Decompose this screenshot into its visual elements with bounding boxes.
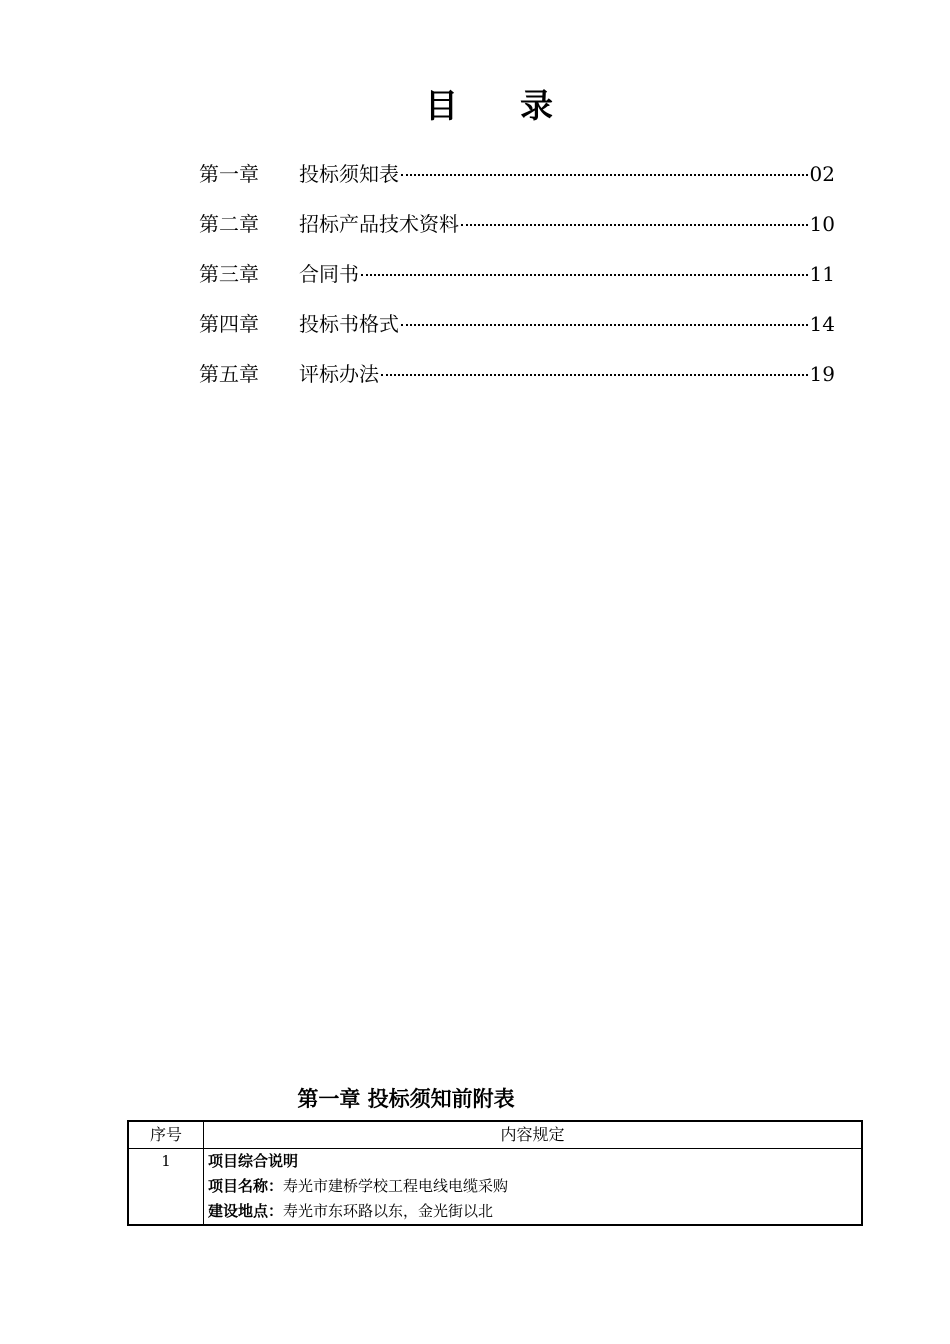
toc-item-text: 合同书 — [299, 262, 359, 286]
toc-leader-dots — [401, 323, 808, 326]
line-label: 项目名称： — [208, 1177, 284, 1195]
toc-item[interactable] — [199, 258, 835, 308]
toc-item[interactable] — [199, 358, 835, 408]
header-content: 内容规定 — [204, 1121, 863, 1149]
toc-title-right: 录 — [520, 86, 555, 125]
header-seq: 序号 — [128, 1121, 204, 1149]
front-table — [127, 1120, 863, 1226]
toc-item[interactable] — [199, 158, 835, 208]
row-seq: 1 — [128, 1149, 204, 1226]
toc-leader-dots — [381, 373, 808, 376]
content-line — [208, 1199, 857, 1224]
row-heading: 项目综合说明 — [208, 1152, 299, 1170]
toc-item-text: 招标产品技术资料 — [299, 212, 459, 236]
row-content — [204, 1149, 863, 1226]
toc-title — [0, 80, 950, 127]
toc-item-text: 投标书格式 — [299, 312, 399, 336]
line-label: 建设地点： — [208, 1202, 284, 1220]
toc-list — [199, 158, 835, 408]
toc-leader-dots — [361, 273, 808, 276]
toc-chapter: 第三章 — [199, 262, 259, 286]
toc-chapter: 第二章 — [199, 212, 259, 236]
toc-page-number: 11 — [809, 262, 835, 286]
toc-chapter: 第五章 — [199, 362, 259, 386]
toc-page-number: 14 — [809, 312, 835, 336]
table-header-row — [128, 1121, 862, 1149]
toc-page-number: 02 — [809, 162, 835, 186]
line-value: 寿光市建桥学校工程电线电缆采购 — [283, 1177, 509, 1195]
line-value: 寿光市东环路以东，金光街以北 — [283, 1202, 494, 1220]
toc-item[interactable] — [199, 208, 835, 258]
section-title: 第一章 投标须知前附表 — [297, 1087, 515, 1111]
toc-page-number: 19 — [809, 362, 835, 386]
content-line — [208, 1174, 857, 1199]
table-row — [128, 1149, 862, 1226]
toc-item[interactable] — [199, 308, 835, 358]
toc-chapter: 第四章 — [199, 312, 259, 336]
toc-title-left: 目 — [425, 86, 460, 125]
toc-leader-dots — [461, 223, 808, 226]
toc-item-text: 投标须知表 — [299, 162, 399, 186]
toc-page-number: 10 — [809, 212, 835, 236]
toc-item-text: 评标办法 — [299, 362, 379, 386]
toc-leader-dots — [401, 173, 808, 176]
toc-chapter: 第一章 — [199, 162, 259, 186]
